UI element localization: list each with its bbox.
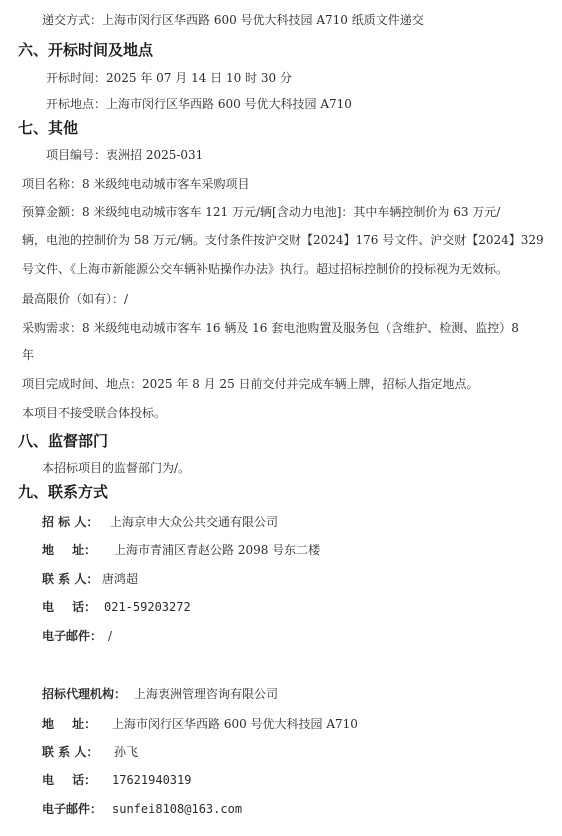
bid-opening-place	[46, 96, 352, 112]
tenderer-address-row	[42, 542, 320, 558]
tenderer-email: /	[108, 629, 113, 643]
tenderer-name-row	[42, 514, 278, 530]
submission-label: 递交方式：	[42, 13, 103, 27]
agency-name: 上海衷洲管理咨询有限公司	[134, 687, 279, 701]
section-9-heading: 九、联系方式	[18, 483, 109, 501]
budget-line-2: 辆，电池的控制价为 58 万元/辆。支付条件按沪交财【2024】176 号文件、沪交财【2024】329	[22, 233, 544, 247]
agency-contact: 孙飞	[114, 745, 139, 759]
procurement-demand-line-1: 采购需求：8 米级纯电动城市客车 16 辆及 16 套电池购置及服务包（含维护、检测、监控）8	[22, 321, 519, 335]
agency-phone-row	[42, 772, 191, 788]
tenderer-phone: 021-59203272	[104, 600, 191, 614]
section-7-heading: 七、其他	[18, 119, 79, 137]
agency-email-label: 电子邮件：	[42, 802, 103, 816]
agency-address-label: 地 址：	[42, 717, 97, 731]
submission-value: 上海市闵行区华西路 600 号优大科技园 A710 纸质文件递交	[102, 13, 424, 27]
tenderer-address-label: 地 址：	[42, 543, 97, 557]
bid-opening-time-value: 2025 年 07 月 14 日 10 时 30 分	[106, 71, 292, 85]
no-consortium-note: 本项目不接受联合体投标。	[22, 406, 167, 420]
agency-email-row	[42, 801, 242, 817]
project-number: 项目编号：衷洲招 2025-031	[46, 148, 204, 162]
bid-opening-time	[46, 70, 292, 86]
tenderer-contact: 唐鸿超	[102, 572, 139, 586]
project-name: 项目名称：8 米级纯电动城市客车采购项目	[22, 177, 250, 191]
agency-name-label: 招标代理机构：	[42, 687, 127, 701]
bid-opening-place-label: 开标地点：	[46, 97, 107, 111]
section-6-heading: 六、开标时间及地点	[18, 41, 154, 59]
agency-address-row	[42, 716, 358, 732]
bid-opening-place-value: 上海市闵行区华西路 600 号优大科技园 A710	[106, 97, 352, 111]
agency-phone: 17621940319	[112, 773, 192, 787]
tenderer-name: 上海京申大众公共交通有限公司	[110, 515, 279, 529]
submission-method	[42, 12, 424, 28]
budget-line-1: 预算金额：8 米级纯电动城市客车 121 万元/辆[含动力电池]：其中车辆控制价为 63 万元/	[22, 205, 501, 219]
agency-address: 上海市闵行区华西路 600 号优大科技园 A710	[112, 717, 358, 731]
max-price: 最高限价（如有）：/	[22, 292, 129, 306]
tenderer-contact-label: 联 系 人：	[42, 572, 99, 586]
tenderer-email-label: 电子邮件：	[42, 629, 103, 643]
tenderer-phone-row	[42, 599, 191, 615]
tenderer-name-label: 招 标 人：	[42, 515, 99, 529]
section-8-heading: 八、监督部门	[18, 432, 109, 450]
supervision-text: 本招标项目的监督部门为/。	[42, 461, 191, 475]
completion-time-place: 项目完成时间、地点：2025 年 8 月 25 日前交付并完成车辆上牌，招标人指定地点。	[22, 377, 479, 391]
bid-opening-time-label: 开标时间：	[46, 71, 107, 85]
tenderer-address: 上海市青浦区青赵公路 2098 号东二楼	[114, 543, 321, 557]
budget-line-3: 号文件、《上海市新能源公交车辆补贴操作办法》执行。超过招标控制价的投标视为无效标。	[22, 262, 509, 276]
procurement-demand-line-2: 年	[22, 348, 35, 362]
agency-email[interactable]: sunfei8108@163.com	[112, 802, 243, 816]
tenderer-contact-row	[42, 571, 138, 587]
agency-phone-label: 电 话：	[42, 773, 97, 787]
agency-contact-row	[42, 744, 138, 760]
tenderer-phone-label: 电 话：	[42, 600, 97, 614]
agency-name-row	[42, 686, 278, 702]
tenderer-email-row	[42, 628, 112, 644]
agency-contact-label: 联 系 人：	[42, 745, 99, 759]
